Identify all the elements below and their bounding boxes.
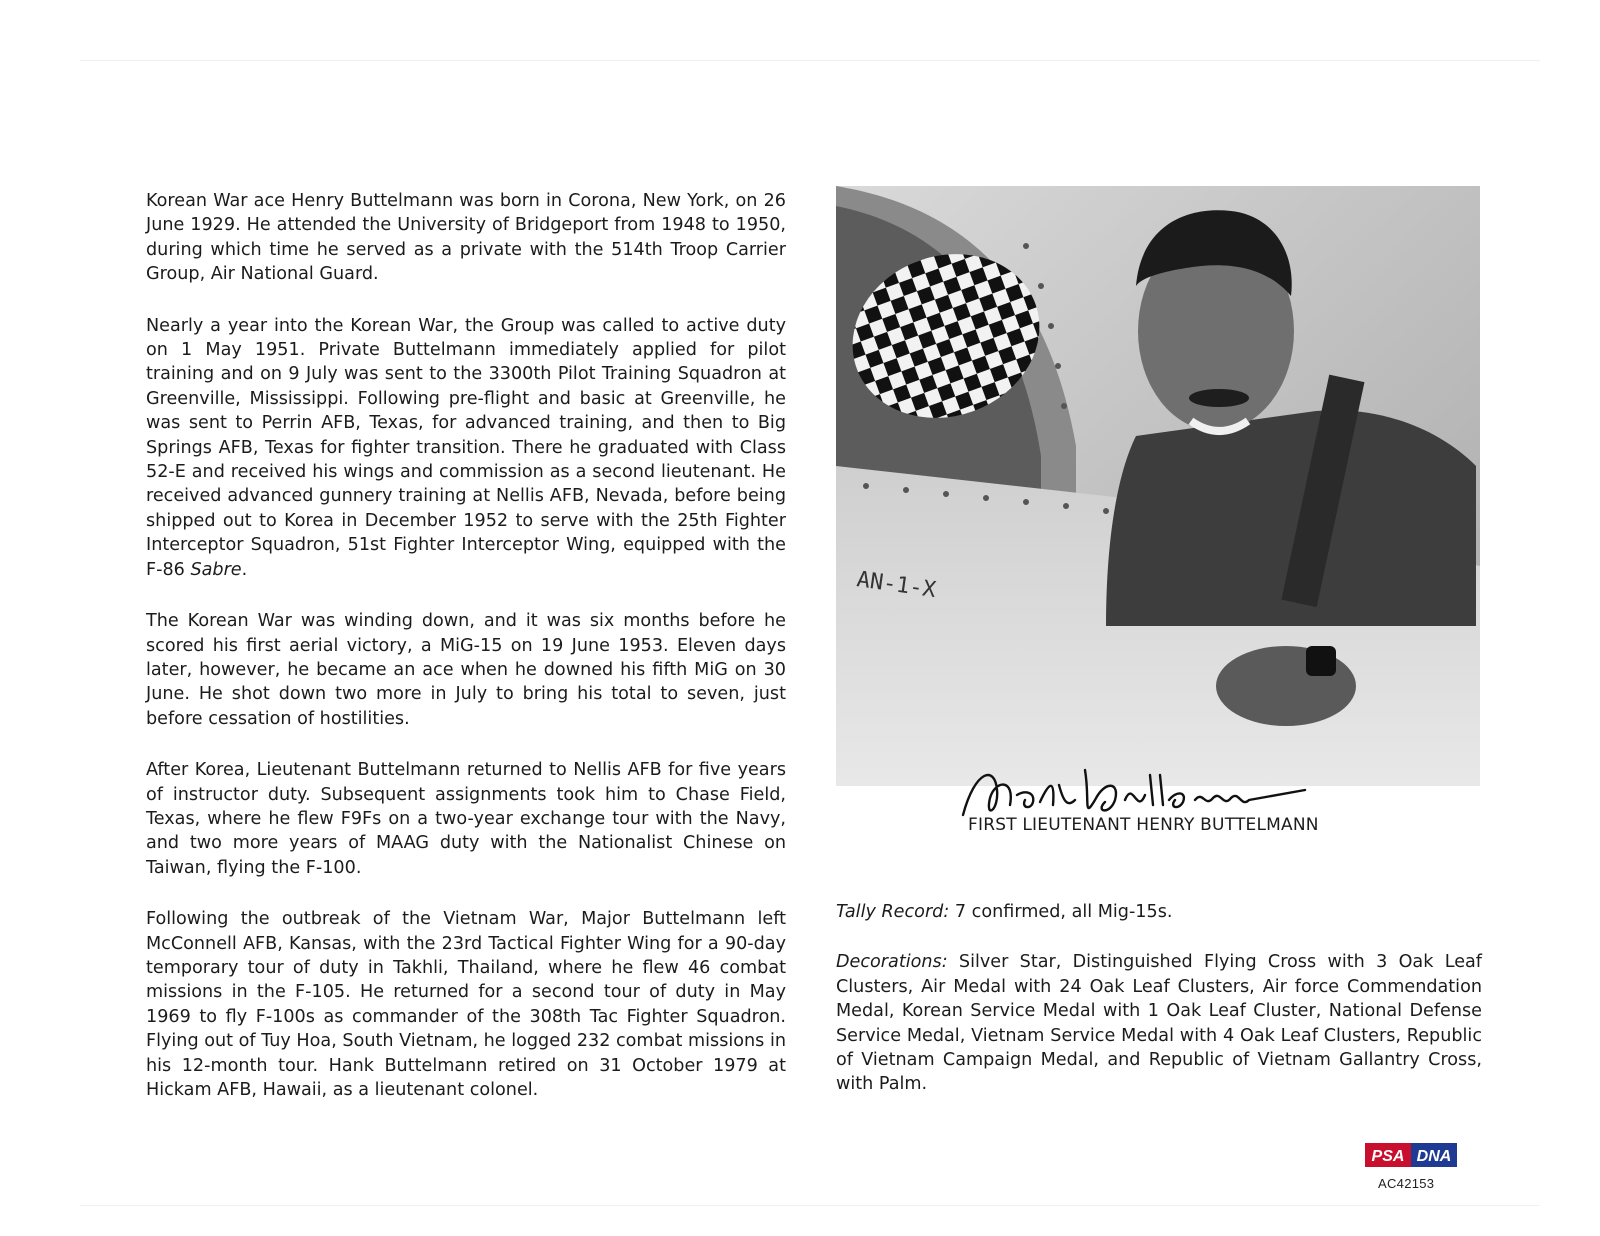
svg-text:PSA: PSA: [1371, 1148, 1405, 1165]
bottom-rule: [80, 1205, 1540, 1206]
bio-paragraph-2: [146, 314, 786, 582]
record-column: [836, 900, 1482, 1123]
pilot-photo: [836, 186, 1480, 786]
tally-label: Tally Record:: [836, 902, 950, 922]
bio-paragraph-2-end: .: [241, 559, 248, 580]
bio-paragraph-2-text: Nearly a year into the Korean War, the Group was called to active duty on 1 May 1951. Private Buttelmann immediately applied for pilot training and on 9 July was sent to the 3300th Pilot Training Squadron at Greenville, Mississippi. Following pre-flight and basic at Greenville, he was sent to Perrin AFB, Texas, for advanced training, and then to Big Springs AFB, Texas for fighter transition. There he graduated with Class 52-E and received his wings and commission as a second lieutenant. He received advanced gunnery training at Nellis AFB, Nevada, before being shipped out to Korea in December 1952 to serve with the 25th Fighter Interceptor Squadron, 51st Fighter Interceptor Wing, equipped with the F-86: [146, 315, 786, 580]
bio-paragraph-4: After Korea, Lieutenant Buttelmann returned to Nellis AFB for five years of instructor duty. Subsequent assignments took him to Chase Field, Texas, where he flew F9Fs on a two-year exchange tour with the Navy, and two more years of MAAG duty with the Nationalist Chinese on Taiwan, flying the F-100.: [146, 760, 786, 878]
photo-caption: FIRST LIEUTENANT HENRY BUTTELMANN: [968, 815, 1319, 835]
top-rule: [80, 60, 1540, 61]
biography-column: [146, 189, 786, 1129]
tally-record: [836, 900, 1482, 924]
aircraft-name: Sabre: [190, 559, 242, 580]
bio-paragraph-1: Korean War ace Henry Buttelmann was born in Corona, New York, on 26 June 1929. He attended the University of Bridgeport from 1948 to 1950, during which time he served as a private with the 514th Troop Carrier Group, Air National Guard.: [146, 191, 786, 285]
decorations-label: Decorations:: [836, 952, 948, 973]
psa-dna-logo: [1365, 1143, 1457, 1167]
svg-text:DNA: DNA: [1416, 1148, 1452, 1165]
decorations: [836, 950, 1482, 1096]
bio-paragraph-5: Following the outbreak of the Vietnam War, Major Buttelmann left McConnell AFB, Kansas, with the 23rd Tactical Fighter Wing for a 90-day temporary tour of duty in Takhli, Thailand, where he flew 46 combat missions in the F-105. He returned for a second tour of duty in May 1969 to fly F-100s as commander of the 308th Tac Fighter Squadron. Flying out of Tuy Hoa, South Vietnam, he logged 232 combat missions in his 12-month tour. Hank Buttelmann retired on 31 October 1979 at Hickam AFB, Hawaii, as a lieutenant colonel.: [146, 909, 786, 1100]
certificate-number: AC42153: [1378, 1176, 1435, 1191]
bio-paragraph-3: The Korean War was winding down, and it was six months before he scored his first aerial victory, a MiG-15 on 19 June 1953. Eleven days later, however, he became an ace when he downed his fifth MiG on 30 June. He shot down two more in July to bring his total to seven, just before cessation of hostilities.: [146, 611, 786, 729]
decorations-text: Silver Star, Distinguished Flying Cross with 3 Oak Leaf Clusters, Air Medal with 24 Oak Leaf Clusters, Air force Commendation Medal, Korean Service Medal with 1 Oak Leaf Cluster, National Defense Service Medal, Vietnam Service Medal with 4 Oak Leaf Clusters, Republic of Vietnam Campaign Medal, and Republic of Vietnam Gallantry Cross, with Palm.: [836, 952, 1482, 1095]
fuselage-marking: AN-1-X: [855, 567, 938, 604]
tally-text: 7 confirmed, all Mig-15s.: [949, 902, 1173, 922]
